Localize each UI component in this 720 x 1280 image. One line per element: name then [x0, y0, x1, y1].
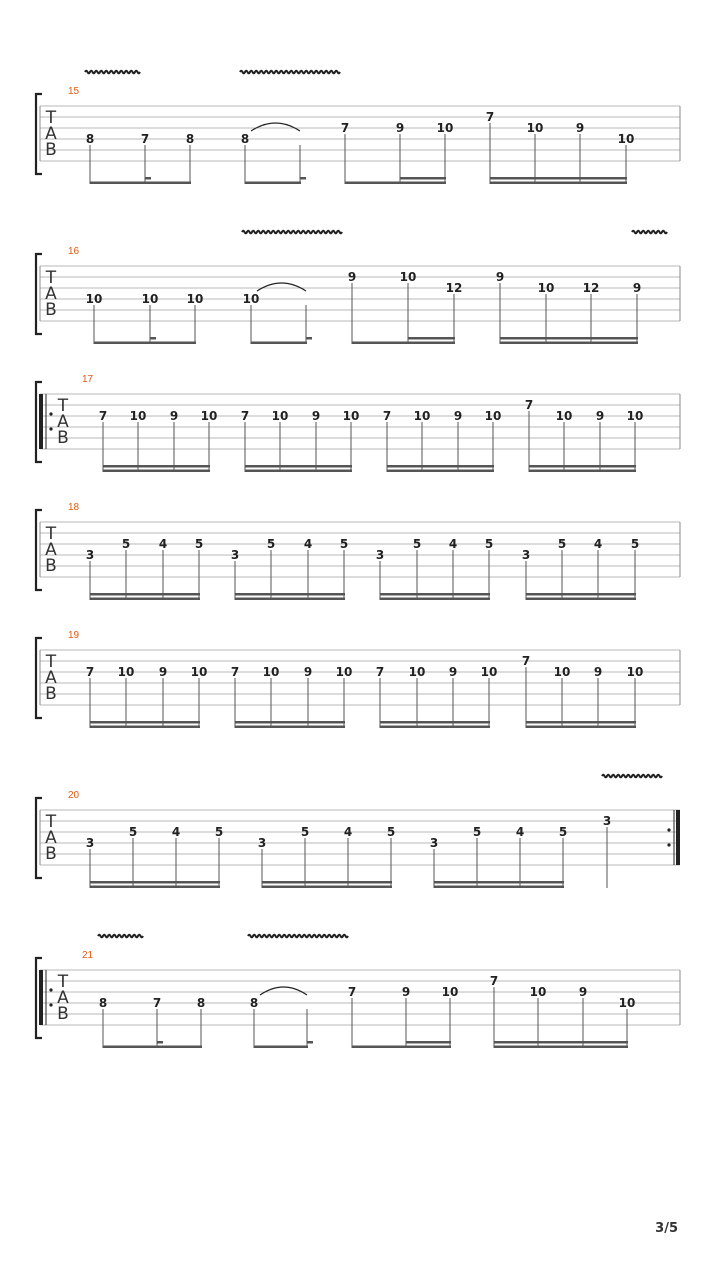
beam: [103, 470, 210, 473]
beam: [434, 886, 564, 889]
measure-number: 15: [68, 86, 80, 97]
fret-number: 10: [342, 409, 360, 423]
beam: [529, 470, 636, 473]
tab-clef-letter: A: [45, 540, 57, 560]
system-17: [36, 374, 680, 472]
fret-number: 9: [495, 270, 505, 284]
tab-clef-letter: B: [57, 428, 69, 448]
beam-group: [486, 110, 635, 184]
beam-group: [522, 654, 644, 728]
beam-group: [430, 825, 567, 888]
repeat-dot: [49, 427, 52, 430]
beam-group: [99, 996, 205, 1048]
measure-number: 17: [82, 374, 94, 385]
fret-number: 3: [429, 836, 439, 850]
beam: [254, 1046, 308, 1049]
measure-number: 18: [68, 502, 80, 513]
fret-number: 3: [230, 548, 240, 562]
secondary-beam: [500, 337, 638, 340]
tab-clef-letter: B: [45, 844, 57, 864]
fret-number: 10: [117, 665, 135, 679]
beam-group: [383, 409, 502, 472]
secondary-beam: [380, 593, 490, 596]
measure-number: 20: [68, 790, 80, 801]
fret-number: 10: [618, 996, 636, 1010]
fret-number: 9: [578, 985, 588, 999]
fret-number: 10: [190, 665, 208, 679]
fret-number: 12: [582, 281, 600, 295]
fret-number: 4: [303, 537, 313, 551]
beam-group: [341, 121, 454, 184]
tab-clef-letter: A: [45, 668, 57, 688]
fret-number: 7: [98, 409, 108, 423]
fret-number: 10: [626, 409, 644, 423]
fret-number: 9: [169, 409, 179, 423]
fret-number: 9: [401, 985, 411, 999]
tab-clef-letter: T: [45, 108, 57, 128]
beam-stub: [306, 337, 312, 340]
fret-number: 9: [311, 409, 321, 423]
beam: [90, 726, 200, 729]
fret-number: 10: [441, 985, 459, 999]
beam-group: [348, 270, 463, 344]
beam-group: [86, 132, 194, 184]
beam: [103, 1046, 202, 1049]
secondary-beam: [103, 465, 210, 468]
fret-number: 4: [343, 825, 353, 839]
fret-number: 9: [575, 121, 585, 135]
fret-number: 5: [484, 537, 494, 551]
fret-number: 10: [141, 292, 159, 306]
fret-number: 3: [85, 836, 95, 850]
fret-number: 5: [339, 537, 349, 551]
beam-group: [522, 537, 639, 600]
secondary-beam: [406, 1041, 451, 1044]
system-19: [36, 630, 680, 728]
fret-number: 10: [242, 292, 260, 306]
fret-number: 10: [186, 292, 204, 306]
fret-number: 10: [484, 409, 502, 423]
beam-group: [86, 537, 203, 600]
vibrato-mark: [632, 231, 667, 234]
fret-number: 7: [347, 985, 357, 999]
fret-number: 8: [85, 132, 95, 146]
fret-number: 7: [340, 121, 350, 135]
beam-group: [258, 825, 395, 888]
beam-group: [496, 270, 641, 344]
fret-number: 5: [128, 825, 138, 839]
beam-group: [376, 537, 493, 600]
fret-number: 7: [485, 110, 495, 124]
tie-arc: [257, 283, 306, 291]
fret-number: 10: [129, 409, 147, 423]
fret-number: 10: [537, 281, 555, 295]
fret-number: 7: [85, 665, 95, 679]
fret-number: 10: [555, 409, 573, 423]
secondary-beam: [90, 593, 200, 596]
fret-number: 9: [593, 665, 603, 679]
system-20: [36, 775, 680, 888]
beam: [380, 726, 490, 729]
secondary-beam: [400, 177, 446, 180]
beam-group: [243, 283, 312, 344]
beam: [245, 470, 352, 473]
beam: [90, 182, 191, 185]
fret-number: 10: [626, 665, 644, 679]
fret-number: 10: [553, 665, 571, 679]
fret-number: 5: [266, 537, 276, 551]
fret-number: 10: [480, 665, 498, 679]
beam-group: [231, 665, 353, 728]
fret-number: 7: [230, 665, 240, 679]
fret-number: 5: [386, 825, 396, 839]
beam-group: [525, 398, 644, 472]
secondary-beam: [529, 465, 636, 468]
fret-number: 4: [593, 537, 603, 551]
page-number: 3/5: [655, 1221, 678, 1236]
beam: [494, 1046, 628, 1049]
fret-number: 4: [448, 537, 458, 551]
system-15: [36, 71, 680, 184]
beam-group: [86, 825, 223, 888]
beam-stub: [157, 1041, 163, 1044]
beam: [387, 470, 494, 473]
repeat-dot: [667, 828, 670, 831]
fret-number: 4: [158, 537, 168, 551]
beam: [94, 342, 196, 345]
fret-number: 7: [240, 409, 250, 423]
fret-number: 5: [472, 825, 482, 839]
beam: [500, 342, 638, 345]
beam-group: [241, 123, 306, 184]
fret-number: 9: [448, 665, 458, 679]
fret-number: 5: [194, 537, 204, 551]
beam: [235, 598, 345, 601]
secondary-beam: [408, 337, 455, 340]
tab-clef-letter: T: [45, 812, 57, 832]
beam-group: [241, 409, 360, 472]
measure-number: 21: [82, 950, 94, 961]
beam-group: [376, 665, 498, 728]
fret-number: 5: [412, 537, 422, 551]
tab-clef-letter: B: [45, 140, 57, 160]
fret-number: 10: [526, 121, 544, 135]
fret-number: 5: [121, 537, 131, 551]
beam-stub: [145, 177, 151, 180]
secondary-beam: [526, 593, 636, 596]
secondary-beam: [387, 465, 494, 468]
beam: [380, 598, 490, 601]
fret-number: 8: [185, 132, 195, 146]
secondary-beam: [494, 1041, 628, 1044]
beam-group: [86, 665, 208, 728]
fret-number: 7: [152, 996, 162, 1010]
fret-number: 10: [200, 409, 218, 423]
system-16: [36, 231, 680, 344]
repeat-start-thick-bar: [39, 970, 43, 1025]
fret-number: 7: [375, 665, 385, 679]
beam-stub: [150, 337, 156, 340]
fret-number: 10: [436, 121, 454, 135]
tab-clef-letter: B: [45, 556, 57, 576]
tab-clef-letter: T: [45, 652, 57, 672]
vibrato-mark: [85, 71, 140, 74]
vibrato-mark: [602, 775, 662, 778]
fret-number: 8: [240, 132, 250, 146]
fret-number: 10: [271, 409, 289, 423]
repeat-start-thick-bar: [39, 394, 43, 449]
fret-number: 3: [521, 548, 531, 562]
fret-number: 9: [453, 409, 463, 423]
beam-group: [603, 814, 611, 888]
secondary-beam: [380, 721, 490, 724]
fret-number: 9: [303, 665, 313, 679]
fret-number: 12: [445, 281, 463, 295]
fret-number: 4: [171, 825, 181, 839]
secondary-beam: [490, 177, 627, 180]
beam: [245, 182, 301, 185]
tab-clef-letter: T: [45, 268, 57, 288]
fret-number: 10: [617, 132, 635, 146]
fret-number: 10: [413, 409, 431, 423]
fret-number: 7: [382, 409, 392, 423]
beam: [251, 342, 307, 345]
repeat-dot: [49, 988, 52, 991]
fret-number: 5: [300, 825, 310, 839]
secondary-beam: [434, 881, 564, 884]
fret-number: 3: [375, 548, 385, 562]
secondary-beam: [90, 881, 220, 884]
fret-number: 10: [262, 665, 280, 679]
beam: [90, 886, 220, 889]
repeat-dot: [49, 412, 52, 415]
beam-group: [490, 974, 636, 1048]
beam: [352, 342, 455, 345]
vibrato-mark: [98, 935, 143, 938]
fret-number: 3: [602, 814, 612, 828]
repeat-dot: [667, 843, 670, 846]
tab-clef-letter: B: [45, 684, 57, 704]
fret-number: 10: [335, 665, 353, 679]
vibrato-mark: [242, 231, 342, 234]
fret-number: 3: [85, 548, 95, 562]
secondary-beam: [245, 465, 352, 468]
fret-number: 10: [399, 270, 417, 284]
beam: [490, 182, 627, 185]
fret-number: 7: [489, 974, 499, 988]
fret-number: 9: [395, 121, 405, 135]
beam: [235, 726, 345, 729]
beam: [345, 182, 446, 185]
system-18: [36, 502, 680, 600]
tab-clef-letter: A: [45, 124, 57, 144]
tab-clef-letter: B: [45, 300, 57, 320]
tab-clef-letter: B: [57, 1004, 69, 1024]
beam: [262, 886, 392, 889]
secondary-beam: [235, 593, 345, 596]
fret-number: 10: [408, 665, 426, 679]
fret-number: 5: [558, 825, 568, 839]
beam: [526, 726, 636, 729]
vibrato-mark: [240, 71, 340, 74]
beam-stub: [300, 177, 306, 180]
beam-group: [250, 987, 313, 1048]
fret-number: 9: [632, 281, 642, 295]
fret-number: 8: [249, 996, 259, 1010]
tab-clef-letter: T: [45, 524, 57, 544]
secondary-beam: [526, 721, 636, 724]
beam-group: [99, 409, 218, 472]
repeat-dot: [49, 1003, 52, 1006]
fret-number: 3: [257, 836, 267, 850]
beam-group: [231, 537, 348, 600]
beam-group: [86, 292, 204, 344]
fret-number: 7: [524, 398, 534, 412]
fret-number: 9: [347, 270, 357, 284]
fret-number: 7: [521, 654, 531, 668]
tab-clef-letter: A: [45, 284, 57, 304]
beam: [90, 598, 200, 601]
measure-number: 16: [68, 246, 80, 257]
beam-group: [348, 985, 459, 1048]
tie-arc: [260, 987, 307, 995]
secondary-beam: [235, 721, 345, 724]
tab-clef-letter: A: [57, 988, 69, 1008]
tab-clef-letter: A: [57, 412, 69, 432]
repeat-end-thick-bar: [676, 810, 680, 865]
tab-clef-letter: A: [45, 828, 57, 848]
fret-number: 5: [214, 825, 224, 839]
measure-number: 19: [68, 630, 80, 641]
tab-clef-letter: T: [57, 396, 69, 416]
vibrato-mark: [248, 935, 348, 938]
fret-number: 9: [595, 409, 605, 423]
system-21: [36, 935, 680, 1048]
secondary-beam: [90, 721, 200, 724]
fret-number: 5: [630, 537, 640, 551]
fret-number: 10: [529, 985, 547, 999]
beam: [352, 1046, 451, 1049]
fret-number: 8: [98, 996, 108, 1010]
fret-number: 9: [158, 665, 168, 679]
fret-number: 7: [140, 132, 150, 146]
beam-stub: [307, 1041, 313, 1044]
tab-clef-letter: T: [57, 972, 69, 992]
secondary-beam: [262, 881, 392, 884]
fret-number: 8: [196, 996, 206, 1010]
fret-number: 4: [515, 825, 525, 839]
beam: [526, 598, 636, 601]
fret-number: 5: [557, 537, 567, 551]
tie-arc: [251, 123, 300, 131]
fret-number: 10: [85, 292, 103, 306]
